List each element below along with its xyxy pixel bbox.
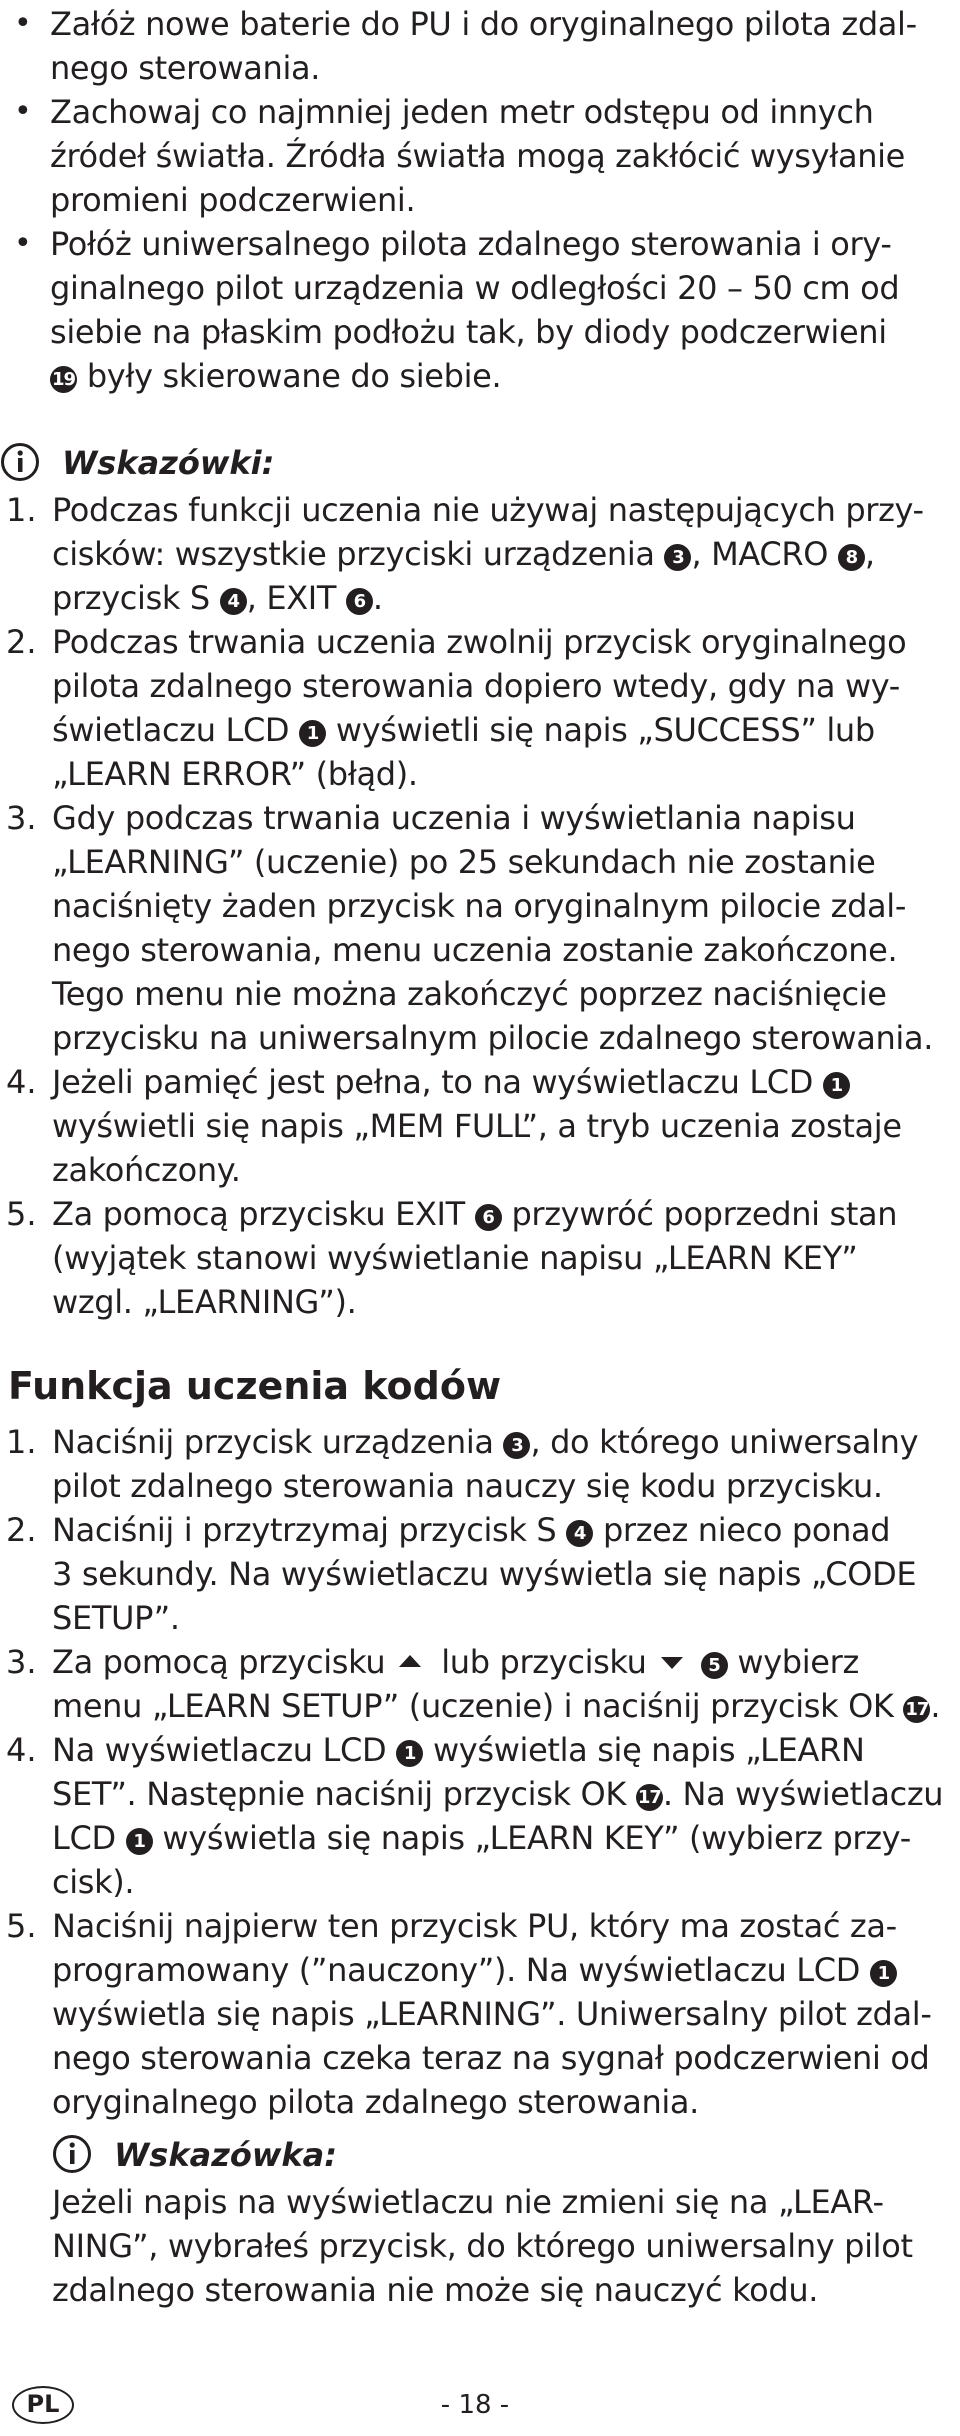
- ref-3-icon: 3: [664, 544, 691, 571]
- page-number: - 18 -: [440, 2390, 510, 2420]
- list-number: 2.: [6, 623, 37, 661]
- text-span: , EXIT: [246, 579, 337, 617]
- language-badge: PL: [12, 2386, 74, 2424]
- text-line: siebie na płaskim podłożu tak, by diody podczerwieni: [50, 313, 887, 351]
- text-span: , MACRO: [691, 535, 829, 573]
- ref-4-icon: 4: [566, 1520, 593, 1547]
- text-span: były skierowane do siebie.: [86, 357, 502, 395]
- text-line: Połóż uniwersalnego pilota zdalnego sterowania i ory-: [50, 225, 892, 263]
- text-span: menu „LEARN SETUP” (uczenie) i naciśnij przycisk OK: [52, 1687, 894, 1725]
- text-line: wyświetla się napis „LEARNING”. Uniwersalny pilot zdal-: [52, 1995, 932, 2033]
- text-line: wzgl. „LEARNING”).: [52, 1283, 357, 1321]
- list-number: 1.: [6, 1423, 37, 1461]
- text-line: Załóż nowe baterie do PU i do oryginalnego pilota zdal-: [50, 5, 917, 43]
- text-line: [52, 1640, 859, 1684]
- arrow-up-icon: [399, 1655, 421, 1667]
- text-line: oryginalnego pilota zdalnego sterowania.: [52, 2083, 700, 2121]
- text-line: Gdy podczas trwania uczenia i wyświetlania napisu: [52, 799, 856, 837]
- text-span: przywróć poprzedni stan: [511, 1195, 898, 1233]
- text-span: ,: [864, 535, 875, 573]
- text-line: 3 sekundy. Na wyświetlaczu wyświetla się napis „CODE: [52, 1555, 917, 1593]
- text-span: świetlaczu LCD: [52, 711, 290, 749]
- text-line: Tego menu nie można zakończyć poprzez naciśnięcie: [52, 975, 887, 1013]
- list-number: 4.: [6, 1731, 37, 1769]
- text-line: nego sterowania czeka teraz na sygnał podczerwieni od: [52, 2039, 930, 2077]
- text-span: wyświetla się napis „LEARN: [432, 1731, 865, 1769]
- text-line: nego sterowania, menu uczenia zostanie zakończone.: [52, 931, 898, 969]
- text-line: (wyjątek stanowi wyświetlanie napisu „LEARN KEY”: [52, 1239, 858, 1277]
- text-span: wyświetli się napis „SUCCESS” lub: [335, 711, 875, 749]
- text-line: Zachowaj co najmniej jeden metr odstępu od innych: [50, 93, 874, 131]
- text-span: wybierz: [737, 1643, 859, 1681]
- text-line: [52, 1192, 897, 1236]
- list-number: 3.: [6, 1643, 37, 1681]
- text-line: Jeżeli napis na wyświetlaczu nie zmieni się na „LEAR-: [52, 2183, 884, 2221]
- text-line: „LEARNING” (uczenie) po 25 sekundach nie zostanie: [52, 843, 876, 881]
- ref-1-icon: 1: [870, 1960, 897, 1987]
- text-span: .: [930, 1687, 941, 1725]
- ref-6-icon: 6: [475, 1204, 502, 1231]
- text-line: źródeł światła. Źródła światła mogą zakłócić wysyłanie: [50, 137, 906, 175]
- text-line: „LEARN ERROR” (błąd).: [52, 755, 418, 793]
- ref-5-icon: 5: [701, 1652, 728, 1679]
- text-span: . Na wyświetlaczu: [662, 1775, 944, 1813]
- text-span: Na wyświetlaczu LCD: [52, 1731, 387, 1769]
- ref-17-icon: 17: [636, 1784, 663, 1811]
- ref-6-icon: 6: [346, 588, 373, 615]
- text-line: Naciśnij najpierw ten przycisk PU, który ma zostać za-: [52, 1907, 897, 1945]
- list-number: 5.: [6, 1195, 37, 1233]
- text-line: [52, 1948, 897, 1992]
- text-span: Za pomocą przycisku: [52, 1643, 386, 1681]
- note-title: Wskazówka:: [114, 2136, 338, 2174]
- text-line: [52, 532, 875, 576]
- text-line: cisk).: [52, 1863, 135, 1901]
- list-number: 4.: [6, 1063, 37, 1101]
- text-span: programowany (”nauczony”). Na wyświetlaczu LCD: [52, 1951, 861, 1989]
- text-span: Za pomocą przycisku EXIT: [52, 1195, 465, 1233]
- ref-19-icon: 19: [50, 366, 77, 393]
- ref-1-icon: 1: [823, 1072, 850, 1099]
- ref-4-icon: 4: [220, 588, 247, 615]
- text-span: .: [372, 579, 383, 617]
- text-line: NING”, wybrałeś przycisk, do którego uniwersalny pilot: [52, 2227, 913, 2265]
- bullet-dot: •: [14, 94, 32, 129]
- list-number: 1.: [6, 491, 37, 529]
- text-span: SET”. Następnie naciśnij przycisk OK: [52, 1775, 627, 1813]
- text-line: [52, 1684, 940, 1728]
- text-line: ginalnego pilot urządzenia w odległości 20 – 50 cm od: [50, 269, 900, 307]
- text-line: [52, 1420, 918, 1464]
- text-line: [52, 1816, 911, 1860]
- text-line: [52, 1772, 943, 1816]
- text-line: naciśnięty żaden przycisk na oryginalnym pilocie zdal-: [52, 887, 907, 925]
- text-span: LCD: [52, 1819, 116, 1857]
- text-span: przycisk S: [52, 579, 210, 617]
- text-line: [52, 1728, 865, 1772]
- list-number: 2.: [6, 1511, 37, 1549]
- bullet-dot: •: [14, 226, 32, 261]
- text-line: zakończony.: [52, 1151, 241, 1189]
- info-icon: [52, 2134, 92, 2174]
- text-line: [50, 354, 501, 398]
- info-icon: [0, 442, 40, 482]
- text-line: [52, 708, 875, 752]
- text-span: Jeżeli pamięć jest pełna, to na wyświetlaczu LCD: [52, 1063, 814, 1101]
- text-line: Podczas funkcji uczenia nie używaj następujących przy-: [52, 491, 924, 529]
- list-number: 3.: [6, 799, 37, 837]
- list-number: 5.: [6, 1907, 37, 1945]
- text-span: Naciśnij i przytrzymaj przycisk S: [52, 1511, 557, 1549]
- text-span: wyświetla się napis „LEARN KEY” (wybierz przy-: [162, 1819, 911, 1857]
- text-line: SETUP”.: [52, 1599, 180, 1637]
- ref-1-icon: 1: [126, 1828, 153, 1855]
- text-line: przycisku na uniwersalnym pilocie zdalnego sterowania.: [52, 1019, 934, 1057]
- section-heading: Funkcja uczenia kodów: [8, 1364, 502, 1408]
- text-line: promieni podczerwieni.: [50, 181, 416, 219]
- text-line: pilot zdalnego sterowania nauczy się kodu przycisku.: [52, 1467, 883, 1505]
- text-line: Podczas trwania uczenia zwolnij przycisk oryginalnego: [52, 623, 907, 661]
- hints-header: [0, 438, 600, 488]
- ref-3-icon: 3: [503, 1432, 530, 1459]
- text-line: [52, 1508, 890, 1552]
- ref-8-icon: 8: [838, 544, 865, 571]
- note-header: [52, 2130, 652, 2180]
- text-span: , do którego uniwersalny: [530, 1423, 919, 1461]
- arrow-down-icon: [661, 1657, 683, 1669]
- text-span: lub przycisku: [441, 1643, 647, 1681]
- text-line: nego sterowania.: [50, 49, 321, 87]
- hints-title: Wskazówki:: [62, 444, 275, 482]
- text-line: [52, 1060, 850, 1104]
- text-span: Naciśnij przycisk urządzenia: [52, 1423, 494, 1461]
- text-line: wyświetli się napis „MEM FULL”, a tryb uczenia zostaje: [52, 1107, 902, 1145]
- bullet-dot: •: [14, 6, 32, 41]
- ref-17-icon: 17: [903, 1696, 930, 1723]
- text-span: przez nieco ponad: [602, 1511, 891, 1549]
- ref-1-icon: 1: [299, 720, 326, 747]
- text-line: pilota zdalnego sterowania dopiero wtedy, gdy na wy-: [52, 667, 900, 705]
- ref-1-icon: 1: [396, 1740, 423, 1767]
- text-span: cisków: wszystkie przyciski urządzenia: [52, 535, 655, 573]
- text-line: zdalnego sterowania nie może się nauczyć kodu.: [52, 2271, 819, 2309]
- text-line: [52, 576, 383, 620]
